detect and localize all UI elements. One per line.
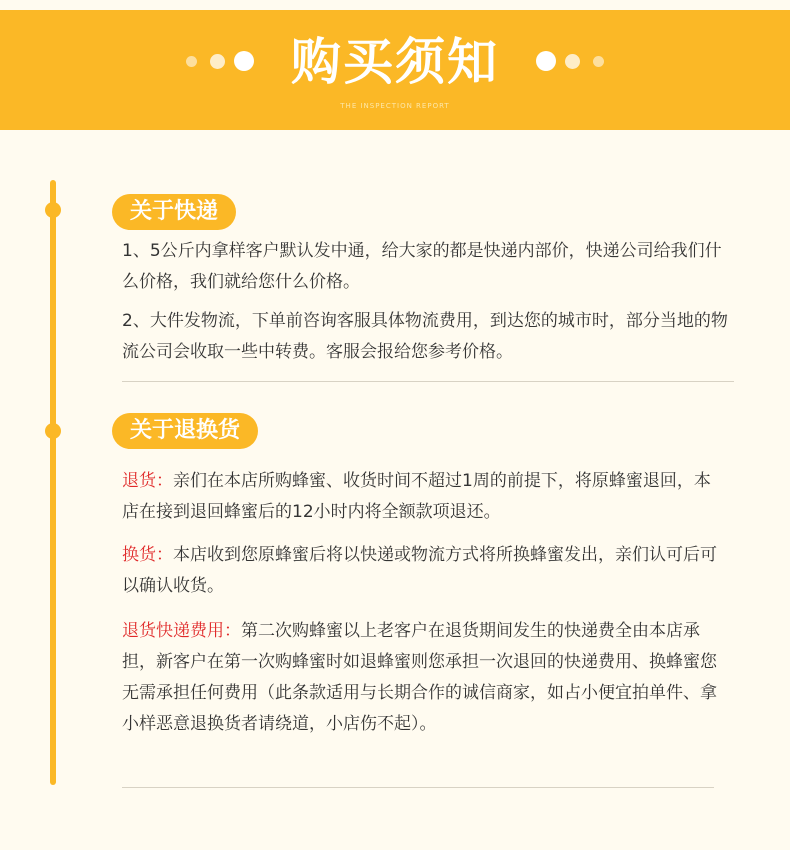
refund-label: 退货： <box>122 471 173 491</box>
timeline-node-icon <box>45 202 61 218</box>
shipping-fee-text: 第二次购蜂蜜以上老客户在退货期间发生的快递费全由本店承担，新客户在第一次购蜂蜜时如退蜂蜜则您承担一次退回的快递费用、换蜂蜜您无需承担任何费用（此条款适用与长期合作的诚信商家，如占小便宜拍单件、拿小样恶意退换货者请绕道，小店伤不起）。 <box>122 621 717 734</box>
section-heading-returns: 关于退换货 <box>112 413 258 449</box>
shipping-item-1: 1、5公斤内拿样客户默认发中通，给大家的都是快递内部价，快递公司给我们什么价格，我们就给您什么价格。 <box>122 241 722 292</box>
timeline-line <box>50 180 56 785</box>
returns-item-exchange <box>122 540 722 602</box>
returns-item-refund <box>122 466 722 528</box>
section-heading-shipping: 关于快递 <box>112 194 236 230</box>
exchange-label: 换货： <box>122 545 173 565</box>
section-divider <box>122 787 714 788</box>
refund-text: 亲们在本店所购蜂蜜、收货时间不超过1周的前提下，将原蜂蜜退回，本店在接到退回蜂蜜后的12小时内将全额款项退还。 <box>122 471 711 522</box>
section-divider <box>122 381 734 382</box>
header-banner <box>0 10 790 130</box>
header-subtitle: THE INSPECTION REPORT <box>340 102 450 110</box>
timeline-node-icon <box>45 423 61 439</box>
decor-dot-icon <box>536 51 556 71</box>
decor-dot-icon <box>565 54 580 69</box>
shipping-fee-label: 退货快递费用： <box>122 621 241 641</box>
exchange-text: 本店收到您原蜂蜜后将以快递或物流方式将所换蜂蜜发出，亲们认可后可以确认收货。 <box>122 545 717 596</box>
page-title: 购买须知 <box>291 33 499 91</box>
decor-dot-icon <box>593 56 604 67</box>
returns-item-shipping-fee <box>122 616 724 740</box>
shipping-item-2: 2、大件发物流，下单前咨询客服具体物流费用，到达您的城市时，部分当地的物流公司会收取一些中转费。客服会报给您参考价格。 <box>122 311 728 362</box>
